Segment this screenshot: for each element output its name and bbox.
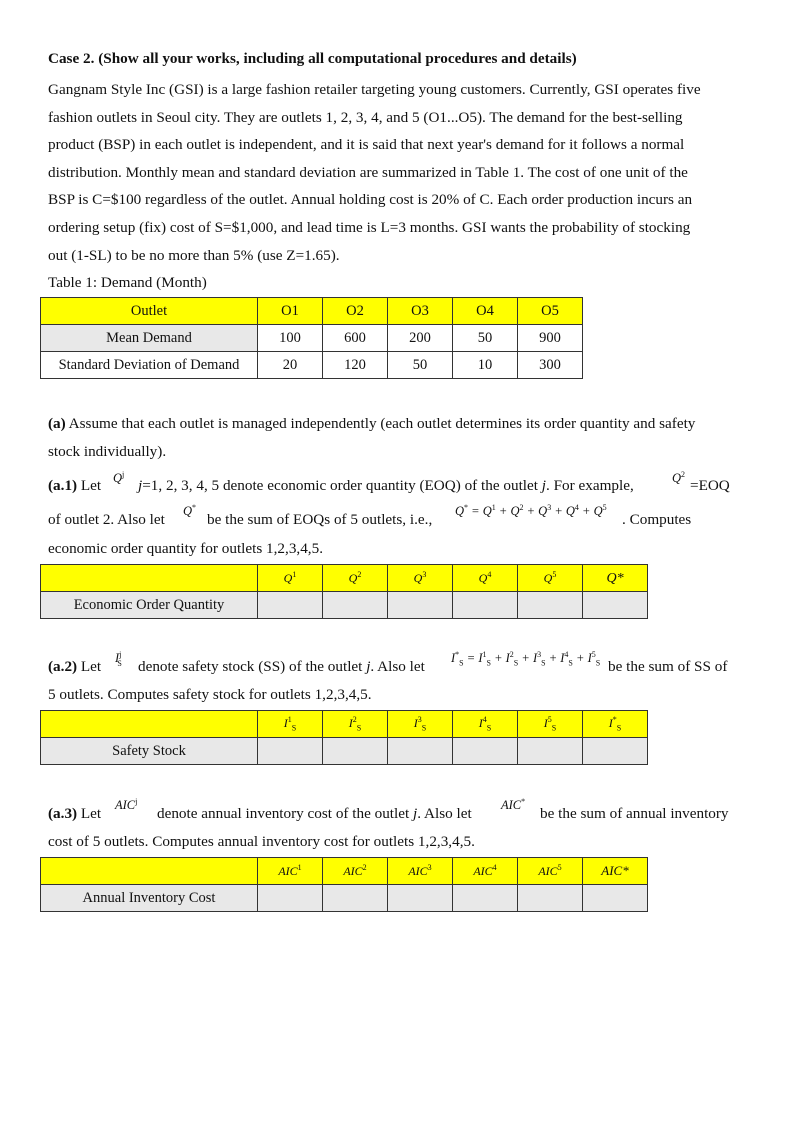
a3-line2: cost of 5 outlets. Computes annual inventory cost for outlets 1,2,3,4,5. bbox=[48, 833, 475, 850]
a3-def: denote annual inventory cost of the outlet j. Also let bbox=[157, 805, 472, 822]
row-label: Mean Demand bbox=[41, 325, 258, 352]
header-cell: $I^1_S$ bbox=[258, 711, 323, 738]
cell: 200 bbox=[388, 325, 453, 352]
answer-cell[interactable] bbox=[453, 592, 518, 619]
table1-caption: Table 1: Demand (Month) bbox=[48, 274, 207, 291]
cell: 50 bbox=[453, 325, 518, 352]
a1-line3: economic order quantity for outlets 1,2,3,4,5. bbox=[48, 540, 323, 557]
header-cell: $I^3_S$ bbox=[388, 711, 453, 738]
para-line: product (BSP) in each outlet is independent, and it is said that next year's demand for it follows a normal bbox=[48, 136, 685, 154]
header-cell: AIC$^3$ bbox=[388, 858, 453, 885]
table-row bbox=[41, 325, 583, 352]
header-cell: AIC* bbox=[583, 858, 648, 885]
header-cell: $I^2_S$ bbox=[323, 711, 388, 738]
table-row bbox=[41, 885, 648, 912]
a2-be: be the sum of SS of bbox=[608, 658, 728, 675]
a1-line2a: of outlet 2. Also let bbox=[48, 511, 165, 528]
aic-table bbox=[40, 857, 648, 912]
para-line: BSP is C=$100 regardless of the outlet. Annual holding cost is 20% of C. Each order production incurs an bbox=[48, 191, 693, 209]
cell: 100 bbox=[258, 325, 323, 352]
ss-sum-formula: $I^*_S = I^1_S + I^2_S + I^3_S + I^4_S + I^5_S$ bbox=[451, 650, 601, 668]
answer-cell[interactable] bbox=[388, 885, 453, 912]
answer-cell[interactable] bbox=[258, 738, 323, 765]
header-cell: $Q^1$ bbox=[258, 565, 323, 592]
answer-cell[interactable] bbox=[258, 592, 323, 619]
eoq-sum-formula: $Q^* = Q^1 + Q^2 + Q^3 + Q^4 + Q^5$ bbox=[455, 503, 607, 519]
a3-line1: (a.3) Let bbox=[48, 805, 102, 822]
answer-cell[interactable] bbox=[323, 592, 388, 619]
header-cell bbox=[41, 858, 258, 885]
demand-table-header bbox=[41, 298, 583, 325]
eoq-table-header bbox=[41, 565, 648, 592]
header-cell: O4 bbox=[453, 298, 518, 325]
row-label: Safety Stock bbox=[41, 738, 258, 765]
a1-line2b: be the sum of EOQs of 5 outlets, i.e., bbox=[207, 511, 433, 528]
answer-cell[interactable] bbox=[323, 738, 388, 765]
part-a-line1: (a) Assume that each outlet is managed independently (each outlet determines its order quantity and safety bbox=[48, 415, 696, 432]
a2-def: denote safety stock (SS) of the outlet j. Also let bbox=[138, 658, 425, 675]
cell: 120 bbox=[323, 352, 388, 379]
answer-cell[interactable] bbox=[518, 738, 583, 765]
answer-cell[interactable] bbox=[518, 592, 583, 619]
is-j-symbol: $I^j_S$ bbox=[115, 650, 122, 668]
para-line: Gangnam Style Inc (GSI) is a large fashion retailer targeting young customers. Currently, GSI operates five bbox=[48, 81, 701, 98]
table-row bbox=[41, 592, 648, 619]
case-title: Case 2. (Show all your works, including all computational procedures and details) bbox=[48, 50, 577, 67]
row-label: Standard Deviation of Demand bbox=[41, 352, 258, 379]
header-cell: $I^4_S$ bbox=[453, 711, 518, 738]
answer-cell[interactable] bbox=[388, 592, 453, 619]
row-label: Economic Order Quantity bbox=[41, 592, 258, 619]
answer-cell[interactable] bbox=[453, 738, 518, 765]
q-j-symbol: $Q^j$ bbox=[113, 470, 125, 486]
part-a-line2: stock individually). bbox=[48, 442, 167, 460]
aic-star-symbol: AIC* bbox=[501, 797, 526, 813]
a1-line2c: . Computes bbox=[622, 511, 692, 528]
cell: 50 bbox=[388, 352, 453, 379]
table-row bbox=[41, 738, 648, 765]
answer-cell[interactable] bbox=[258, 885, 323, 912]
header-cell: AIC$^2$ bbox=[323, 858, 388, 885]
cell: 10 bbox=[453, 352, 518, 379]
eoq-table bbox=[40, 564, 648, 619]
aic-j-symbol: AIC$^j$ bbox=[115, 797, 138, 813]
answer-cell[interactable] bbox=[583, 592, 648, 619]
a2-line2: 5 outlets. Computes safety stock for outlets 1,2,3,4,5. bbox=[48, 686, 372, 703]
para-line: distribution. Monthly mean and standard deviation are summarized in Table 1. The cost of one unit of the bbox=[48, 163, 688, 181]
para-line: fashion outlets in Seoul city. They are outlets 1, 2, 3, 4, and 5 (O1...O5). The demand for the best-selling bbox=[48, 108, 683, 126]
q-star-symbol: Q* bbox=[183, 503, 197, 519]
answer-cell[interactable] bbox=[388, 738, 453, 765]
answer-cell[interactable] bbox=[323, 885, 388, 912]
cell: 600 bbox=[323, 325, 388, 352]
a1-line1: (a.1) Let bbox=[48, 477, 102, 494]
a3-be: be the sum of annual inventory bbox=[540, 805, 729, 822]
table-row bbox=[41, 352, 583, 379]
a2-line1: (a.2) Let bbox=[48, 658, 102, 675]
answer-cell[interactable] bbox=[583, 738, 648, 765]
header-cell: O3 bbox=[388, 298, 453, 325]
para-line: ordering setup (fix) cost of S=$1,000, and lead time is L=3 months. GSI wants the probability of stocking bbox=[48, 219, 691, 236]
answer-cell[interactable] bbox=[518, 885, 583, 912]
header-cell: $Q^4$ bbox=[453, 565, 518, 592]
cell: 20 bbox=[258, 352, 323, 379]
aic-table-header bbox=[41, 858, 648, 885]
header-cell bbox=[41, 711, 258, 738]
header-cell bbox=[41, 565, 258, 592]
header-cell: AIC$^1$ bbox=[258, 858, 323, 885]
header-cell: $Q^2$ bbox=[323, 565, 388, 592]
header-cell: O5 bbox=[518, 298, 583, 325]
header-cell: O2 bbox=[323, 298, 388, 325]
cell: 900 bbox=[518, 325, 583, 352]
header-cell: $Q^3$ bbox=[388, 565, 453, 592]
para-line: out (1-SL) to be no more than 5% (use Z=1.65). bbox=[48, 246, 340, 264]
header-cell: Q* bbox=[583, 565, 648, 592]
demand-table bbox=[40, 297, 583, 379]
header-cell: $Q^5$ bbox=[518, 565, 583, 592]
header-cell: O1 bbox=[258, 298, 323, 325]
a1-line1-rest: j=1, 2, 3, 4, 5 denote economic order quantity (EOQ) of the outlet j. For example, bbox=[138, 477, 634, 494]
header-cell: $I^*_S$ bbox=[583, 711, 648, 738]
header-cell: $I^5_S$ bbox=[518, 711, 583, 738]
header-cell: AIC$^4$ bbox=[453, 858, 518, 885]
a1-eoq-text: =EOQ bbox=[690, 477, 730, 494]
ss-table-header bbox=[41, 711, 648, 738]
header-cell: Outlet bbox=[41, 298, 258, 325]
row-label: Annual Inventory Cost bbox=[41, 885, 258, 912]
answer-cell[interactable] bbox=[453, 885, 518, 912]
answer-cell[interactable] bbox=[583, 885, 648, 912]
header-cell: AIC$^5$ bbox=[518, 858, 583, 885]
cell: 300 bbox=[518, 352, 583, 379]
q2-symbol: $Q^2$ bbox=[672, 470, 686, 486]
safety-stock-table bbox=[40, 710, 648, 765]
